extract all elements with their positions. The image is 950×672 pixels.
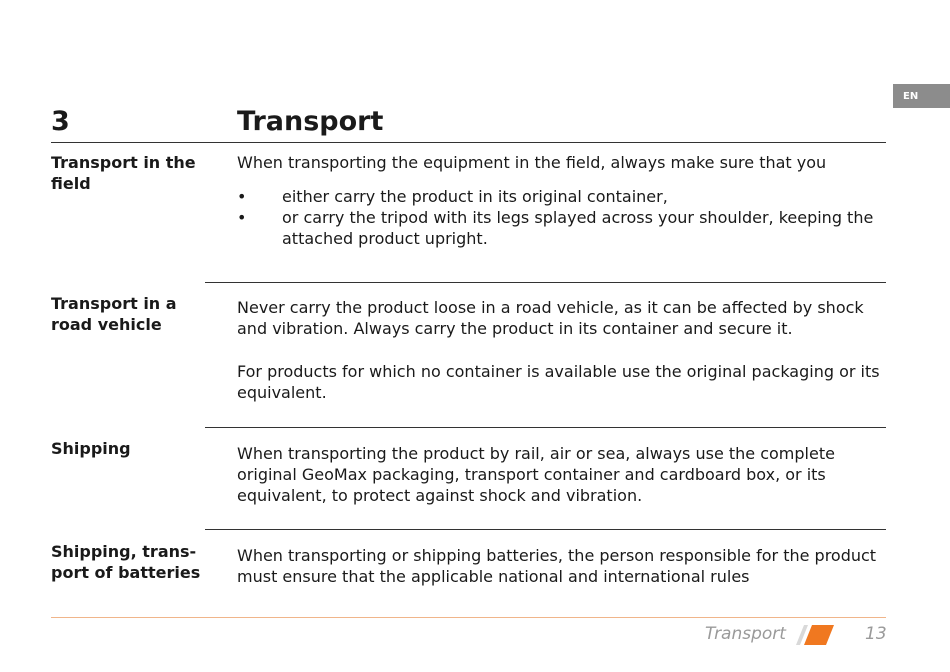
language-tab[interactable]: EN [893,84,950,108]
paragraph: For products for which no container is available use the original packaging or its equivalent. [237,362,880,402]
section-body-batteries [237,545,892,587]
chapter-title: Transport [237,106,384,137]
paragraph: When transporting or shipping batteries, the person responsible for the product must ensure that the applicable national and international rules [237,546,877,586]
list-item: • or carry the tripod with its legs splayed across your shoulder, keeping the attached product upright. [237,208,874,248]
paragraph: When transporting the product by rail, air or sea, always use the complete original GeoMax packaging, transport container and cardboard box, or its equivalent, to protect against shock and vibration. [237,444,835,505]
section-body-road-vehicle [237,297,892,403]
section-divider [205,282,886,283]
page-number: 13 [865,624,887,644]
paragraph: Never carry the product loose in a road vehicle, as it can be affected by shock and vibration. Always carry the product in its container and secure it. [237,298,864,338]
bullet-icon: • [237,208,247,227]
section-heading-batteries: Shipping, trans-port of batteries [51,542,201,582]
footer-section-label: Transport [705,624,786,644]
list-item: • either carry the product in its original container, [237,187,668,206]
footer-stripe-icon [790,625,836,645]
chapter-rule [51,142,886,143]
section-divider [205,427,886,428]
bullet-list [237,186,892,249]
section-divider [205,529,886,530]
section-body-field [237,152,892,249]
chapter-number: 3 [51,106,70,137]
footer-rule [51,617,886,618]
section-body-shipping [237,443,892,506]
section-heading-field: Transport in the field [51,153,196,193]
section-heading-road-vehicle: Transport in a road vehicle [51,294,177,334]
bullet-icon: • [237,187,247,206]
section-intro: When transporting the equipment in the field, always make sure that you [237,153,827,172]
section-heading-shipping: Shipping [51,439,131,458]
